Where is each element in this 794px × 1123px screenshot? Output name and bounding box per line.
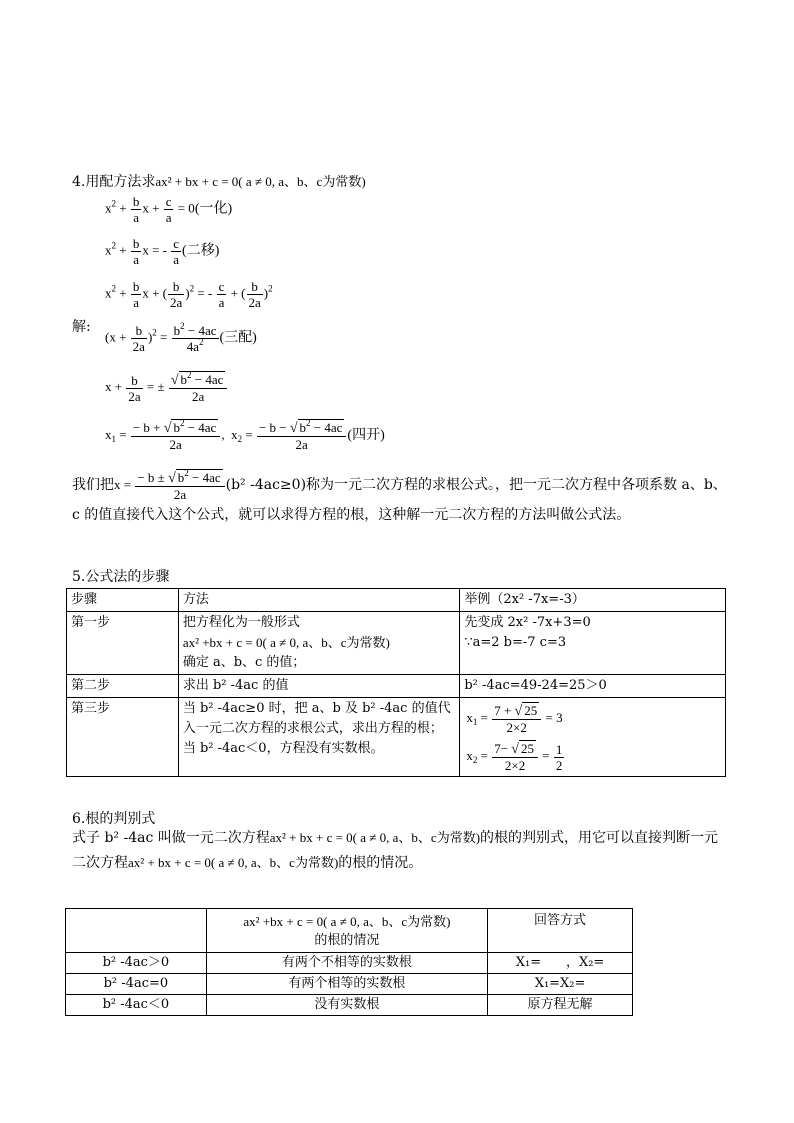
table-row bbox=[67, 589, 726, 612]
steps-table bbox=[66, 588, 726, 777]
header-method: 方法 bbox=[178, 589, 460, 612]
step-cell: 第一步 bbox=[67, 612, 179, 675]
table-row bbox=[66, 995, 633, 1016]
roots-cell: 有两个不相等的实数根 bbox=[206, 953, 487, 974]
roots-cell: 没有实数根 bbox=[206, 995, 487, 1016]
general-equation: ax² + bx + c = 0( a ≠ 0, a、b、c为常数) bbox=[155, 174, 366, 189]
derivation-step-6: $x_1$ = $\frac{- b + √ b^2 - 4ac}{2a}$ , $x_2$ = $\frac{- b - √ b^2 - 4ac}{2a}$ (四开) bbox=[105, 418, 385, 452]
step-cell: 第二步 bbox=[67, 675, 179, 698]
formula-paragraph: 我们把x = $\frac{- b \pm √ b^2 - 4ac}{2a}$ (b² -4ac≥0)称为一元二次方程的求根公式。，把一元二次方程中各项系数 a、b、c 的值直接代入这个公式，就可以求得方程的根，这种解一元二次方程的方法叫做公式法。 bbox=[72, 468, 727, 523]
method-cell: 当 b² -4ac≥0 时，把 a、b 及 b² -4ac 的值代入一元二次方程的求根公式，求出方程的根；当 b² -4ac＜0，方程没有实数根。 bbox=[178, 698, 460, 777]
derivation-step-3: $x^2$ + $\frac{b}{a}$ x + ( $\frac{b}{2a}$ )$^2$ = - $\frac{c}{a}$ + ( $\frac{b}{2a}$ )$^2$ bbox=[105, 279, 273, 310]
example-cell: b² -4ac=49-24=25＞0 bbox=[460, 675, 726, 698]
table-row bbox=[67, 612, 726, 675]
table-row bbox=[66, 974, 633, 995]
derivation-step-1: $x^2$ + $\frac{b}{a}$ x + $\frac{c}{a}$ = 0(一化) bbox=[105, 194, 233, 225]
example-cell: 先变成 2x² -7x+3=0 ∵a=2 b=-7 c=3 bbox=[460, 612, 726, 675]
section-6-title: 6.根的判别式 bbox=[72, 811, 156, 827]
discriminant-table bbox=[65, 908, 633, 1016]
header-blank bbox=[66, 909, 207, 953]
condition-cell: b² -4ac=0 bbox=[66, 974, 207, 995]
header-step: 步骤 bbox=[67, 589, 179, 612]
method-cell: 把方程化为一般形式 ax² +bx + c = 0( a ≠ 0, a、b、c为常数) 确定 a、b、c 的值； bbox=[178, 612, 460, 675]
example-cell bbox=[460, 698, 726, 777]
roots-cell: 有两个相等的实数根 bbox=[206, 974, 487, 995]
header-example: 举例（2x² -7x=-3） bbox=[460, 589, 726, 612]
header-answer: 回答方式 bbox=[488, 909, 633, 953]
table-row bbox=[66, 953, 633, 974]
table-row bbox=[67, 698, 726, 777]
derivation-step-4: (x + $\frac{b}{2a}$ )$^2$ = $\frac{b^2 - 4ac}{4a^2}$ (三配) bbox=[105, 321, 257, 354]
x1-calculation: $x_1$ = $\frac{7 + √ 25}{2\times 2}$ = 3 bbox=[466, 703, 563, 735]
condition-cell: b² -4ac＜0 bbox=[66, 995, 207, 1016]
discriminant-paragraph: 式子 b² -4ac 叫做一元二次方程ax² + bx + c = 0( a ≠ 0, a、b、c为常数)的根的判别式，用它可以直接判断一元二次方程ax² + bx + c = 0( a ≠ 0, a、b、c为常数)的根的情况。 bbox=[72, 830, 719, 871]
derivation-step-5: x + $\frac{b}{2a}$ = ± $\frac{√ b^2 - 4ac}{2a}$ bbox=[105, 372, 228, 404]
answer-cell: X₁=X₂= bbox=[488, 974, 633, 995]
step-cell: 第三步 bbox=[67, 698, 179, 777]
derivation-step-2: $x^2$ + $\frac{b}{a}$ x = - $\frac{c}{a}$ (二移) bbox=[105, 236, 220, 267]
solution-label: 解: bbox=[72, 319, 91, 335]
method-cell: 求出 b² -4ac 的值 bbox=[178, 675, 460, 698]
x2-calculation: $x_2$ = $\frac{7- √ 25}{2\times 2}$ = $\frac{1}{2}$ bbox=[466, 741, 563, 773]
table-row bbox=[67, 675, 726, 698]
quadratic-formula: x = $\frac{- b \pm √ b^2 - 4ac}{2a}$ bbox=[114, 477, 226, 492]
answer-cell: 原方程无解 bbox=[488, 995, 633, 1016]
condition-cell: b² -4ac＞0 bbox=[66, 953, 207, 974]
section-5-title: 5.公式法的步骤 bbox=[72, 569, 170, 585]
section-4-title: 4.用配方法求ax² + bx + c = 0( a ≠ 0, a、b、c为常数) bbox=[72, 174, 366, 190]
table-row bbox=[66, 909, 633, 953]
answer-cell: X₁= ，X₂= bbox=[488, 953, 633, 974]
header-roots: ax² +bx + c = 0( a ≠ 0, a、b、c为常数) 的根的情况 bbox=[206, 909, 487, 953]
